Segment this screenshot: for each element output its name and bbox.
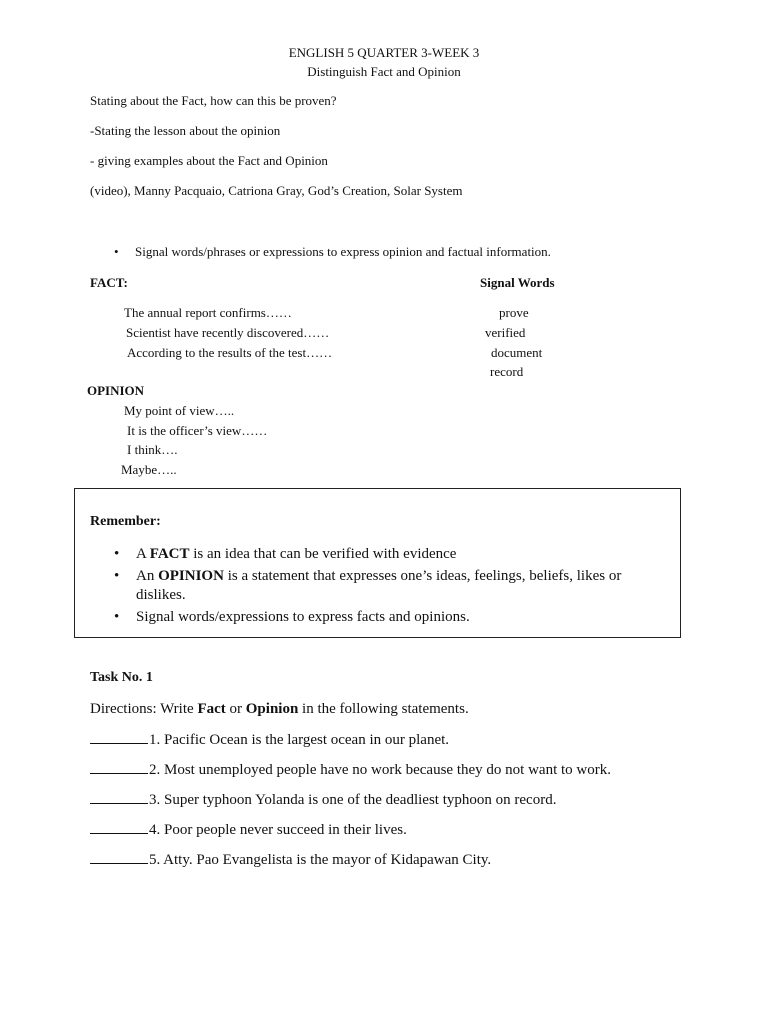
fact-example: Scientist have recently discovered……: [126, 325, 330, 340]
remember-heading: Remember:: [90, 514, 161, 529]
intro-line: -Stating the lesson about the opinion: [90, 123, 281, 138]
task-directions: Directions: Write Fact or Opinion in the following statements.: [90, 701, 469, 717]
task-item: 3. Super typhoon Yolanda is one of the deadliest typhoon on record.: [90, 792, 556, 809]
intro-line: Stating about the Fact, how can this be proven?: [90, 93, 337, 108]
signal-word: document: [491, 345, 543, 360]
document-title: ENGLISH 5 QUARTER 3-WEEK 3: [288, 45, 480, 60]
remember-item-opinion: An OPINION is a statement that expresses one’s ideas, feelings, beliefs, likes or: [136, 568, 622, 584]
remember-item-opinion-cont: dislikes.: [136, 587, 186, 603]
opinion-example: Maybe…..: [121, 462, 177, 477]
signal-bullet-text: Signal words/phrases or expressions to express opinion and factual information.: [135, 244, 551, 259]
fact-example: According to the results of the test……: [127, 345, 333, 360]
task-item: 4. Poor people never succeed in their lives.: [90, 822, 407, 839]
signal-words-heading: Signal Words: [480, 275, 555, 290]
remember-item-fact: A FACT is an idea that can be verified with evidence: [136, 546, 457, 562]
bullet-icon: •: [114, 546, 120, 562]
bullet-icon: •: [114, 244, 119, 259]
signal-word: record: [490, 364, 524, 379]
fact-example: The annual report confirms……: [124, 305, 292, 320]
bullet-icon: •: [114, 609, 120, 625]
answer-blank[interactable]: [90, 803, 148, 804]
task-item: 5. Atty. Pao Evangelista is the mayor of Kidapawan City.: [90, 852, 491, 869]
answer-blank[interactable]: [90, 743, 148, 744]
opinion-example: I think….: [127, 442, 178, 457]
remember-item-signal: Signal words/expressions to express facts and opinions.: [136, 609, 470, 625]
document-subtitle: Distinguish Fact and Opinion: [307, 64, 461, 79]
intro-line: (video), Manny Pacquaio, Catriona Gray, God’s Creation, Solar System: [90, 183, 463, 198]
opinion-example: My point of view…..: [124, 403, 235, 418]
bullet-icon: •: [114, 568, 120, 584]
intro-line: - giving examples about the Fact and Opinion: [90, 153, 328, 168]
answer-blank[interactable]: [90, 773, 148, 774]
task-item: 2. Most unemployed people have no work because they do not want to work.: [90, 762, 611, 779]
opinion-heading: OPINION: [87, 383, 145, 398]
answer-blank[interactable]: [90, 833, 148, 834]
task-item: 1. Pacific Ocean is the largest ocean in our planet.: [90, 732, 449, 749]
answer-blank[interactable]: [90, 863, 148, 864]
opinion-example: It is the officer’s view……: [127, 423, 268, 438]
signal-word: verified: [485, 325, 526, 340]
signal-word: prove: [499, 305, 529, 320]
fact-heading: FACT:: [90, 275, 128, 290]
task-heading: Task No. 1: [90, 670, 153, 685]
